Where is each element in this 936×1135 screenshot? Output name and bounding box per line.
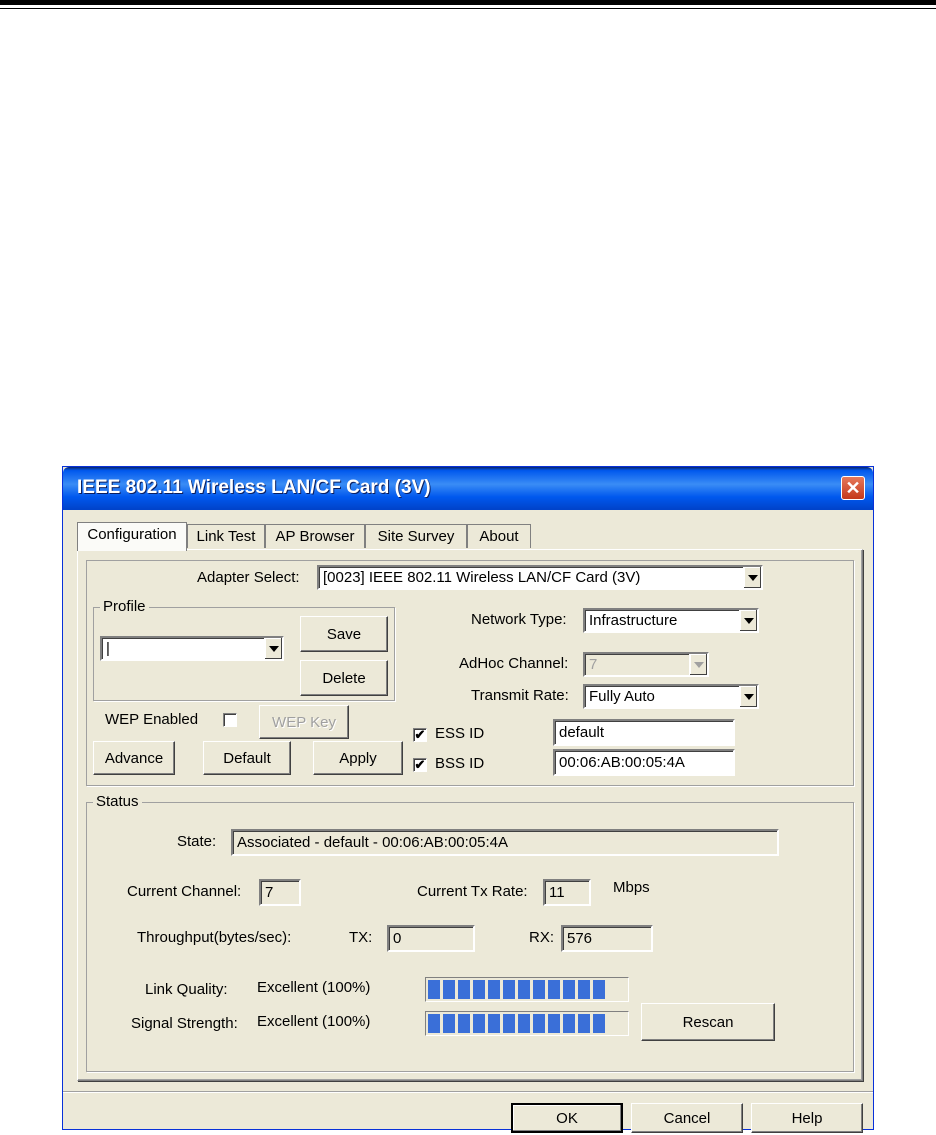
bss-id-value: 00:06:AB:00:05:4A: [559, 754, 685, 771]
bar-segment: [458, 1014, 470, 1033]
bar-segment: [593, 1014, 605, 1033]
chevron-down-icon[interactable]: [264, 638, 282, 659]
current-channel-label: Current Channel:: [127, 883, 242, 900]
adhoc-channel-label: AdHoc Channel:: [459, 655, 569, 672]
bar-segment: [578, 1014, 590, 1033]
bar-segment: [443, 1014, 455, 1033]
tab-link-test[interactable]: Link Test: [187, 524, 265, 548]
ok-button[interactable]: OK: [511, 1103, 623, 1133]
profile-select-value: |: [106, 640, 110, 657]
bar-segment: [593, 980, 605, 999]
tx-value: 0: [393, 930, 402, 947]
bar-segment: [563, 980, 575, 999]
tab-site-survey[interactable]: Site Survey: [365, 524, 467, 548]
state-label: State:: [177, 833, 217, 850]
bar-segment: [578, 980, 590, 999]
bar-segment: [503, 980, 515, 999]
cancel-button[interactable]: Cancel: [631, 1103, 743, 1133]
bar-segment: [488, 980, 500, 999]
tab-ap-browser[interactable]: AP Browser: [265, 524, 365, 548]
mbps-unit: Mbps: [613, 879, 650, 896]
state-field: [231, 829, 779, 856]
link-quality-label: Link Quality:: [145, 981, 228, 998]
transmit-rate-label: Transmit Rate:: [471, 687, 569, 704]
adapter-select-label: Adapter Select:: [197, 569, 300, 586]
bar-segment: [533, 1014, 545, 1033]
bar-segment: [518, 980, 530, 999]
state-value: Associated - default - 00:06:AB:00:05:4A: [237, 834, 509, 851]
advance-button[interactable]: Advance: [93, 741, 175, 775]
tx-field: [387, 925, 475, 952]
bar-segment: [473, 1014, 485, 1033]
wep-enabled-label: WEP Enabled: [105, 711, 199, 728]
help-button[interactable]: Help: [751, 1103, 863, 1133]
transmit-rate-select[interactable]: [583, 684, 759, 709]
bar-segment: [428, 1014, 440, 1033]
bar-segment: [563, 1014, 575, 1033]
status-group-label: Status: [93, 793, 142, 810]
network-type-value: Infrastructure: [589, 612, 678, 629]
wep-key-button[interactable]: WEP Key: [259, 705, 349, 739]
footer-separator: [63, 1091, 873, 1093]
bar-segment: [503, 1014, 515, 1033]
adapter-select[interactable]: [317, 565, 763, 590]
current-channel-field: [259, 879, 301, 906]
bar-segment: [548, 980, 560, 999]
apply-button[interactable]: Apply: [313, 741, 403, 775]
page-rule-thick: [0, 0, 936, 5]
configuration-panel: [77, 549, 863, 1081]
chevron-down-icon[interactable]: [743, 567, 761, 588]
profile-group-label: Profile: [100, 598, 149, 615]
signal-strength-label: Signal Strength:: [131, 1015, 238, 1032]
chevron-down-icon[interactable]: [739, 686, 757, 707]
tx-label: TX:: [349, 929, 373, 946]
bar-segment: [428, 980, 440, 999]
chevron-down-icon[interactable]: [739, 610, 757, 631]
ess-id-label: ESS ID: [435, 725, 485, 742]
current-channel-value: 7: [265, 884, 274, 901]
status-group: [86, 793, 854, 1072]
bar-segment: [533, 980, 545, 999]
bss-id-checkbox[interactable]: ✔: [414, 757, 426, 772]
bar-segment: [518, 1014, 530, 1033]
close-icon[interactable]: ✕: [841, 476, 865, 500]
rx-field: [561, 925, 653, 952]
adapter-select-value: [0023] IEEE 802.11 Wireless LAN/CF Card (3V): [323, 569, 641, 586]
bar-segment: [473, 980, 485, 999]
bar-segment: [458, 980, 470, 999]
current-tx-rate-field: [543, 879, 591, 906]
rx-value: 576: [567, 930, 593, 947]
ess-id-checkbox[interactable]: ✔: [414, 727, 426, 742]
adhoc-channel-select[interactable]: [583, 652, 709, 677]
current-tx-rate-label: Current Tx Rate:: [417, 883, 528, 900]
wep-enabled-checkbox[interactable]: [223, 713, 237, 727]
bar-segment: [443, 980, 455, 999]
throughput-label: Throughput(bytes/sec):: [137, 929, 292, 946]
bar-segment: [548, 1014, 560, 1033]
chevron-down-icon[interactable]: [689, 654, 707, 675]
rescan-button[interactable]: Rescan: [641, 1003, 775, 1041]
rx-label: RX:: [529, 929, 555, 946]
tab-configuration[interactable]: Configuration: [77, 522, 187, 551]
network-type-label: Network Type:: [471, 611, 567, 628]
adhoc-channel-value: 7: [589, 656, 598, 673]
ess-id-value: default: [559, 724, 605, 741]
profile-select[interactable]: [100, 636, 284, 661]
bss-id-label: BSS ID: [435, 755, 485, 772]
current-tx-rate-value: 11: [549, 884, 565, 901]
link-quality-value: Excellent (100%): [257, 979, 371, 996]
profile-group: [93, 598, 395, 701]
signal-strength-bar: [425, 1011, 629, 1036]
tab-about[interactable]: About: [467, 524, 531, 548]
dialog-window: [62, 466, 874, 1130]
window-title: IEEE 802.11 Wireless LAN/CF Card (3V): [77, 477, 431, 498]
page-rule-thin: [0, 8, 936, 9]
default-button[interactable]: Default: [203, 741, 291, 775]
network-type-select[interactable]: [583, 608, 759, 633]
signal-strength-value: Excellent (100%): [257, 1013, 371, 1030]
transmit-rate-value: Fully Auto: [589, 688, 655, 705]
config-group: [86, 560, 854, 786]
ess-id-field[interactable]: [553, 719, 735, 746]
bar-segment: [488, 1014, 500, 1033]
bss-id-field[interactable]: [553, 749, 735, 776]
delete-button[interactable]: Delete: [300, 660, 388, 696]
title-bar[interactable]: [63, 467, 873, 510]
save-button[interactable]: Save: [300, 616, 388, 652]
link-quality-bar: [425, 977, 629, 1002]
